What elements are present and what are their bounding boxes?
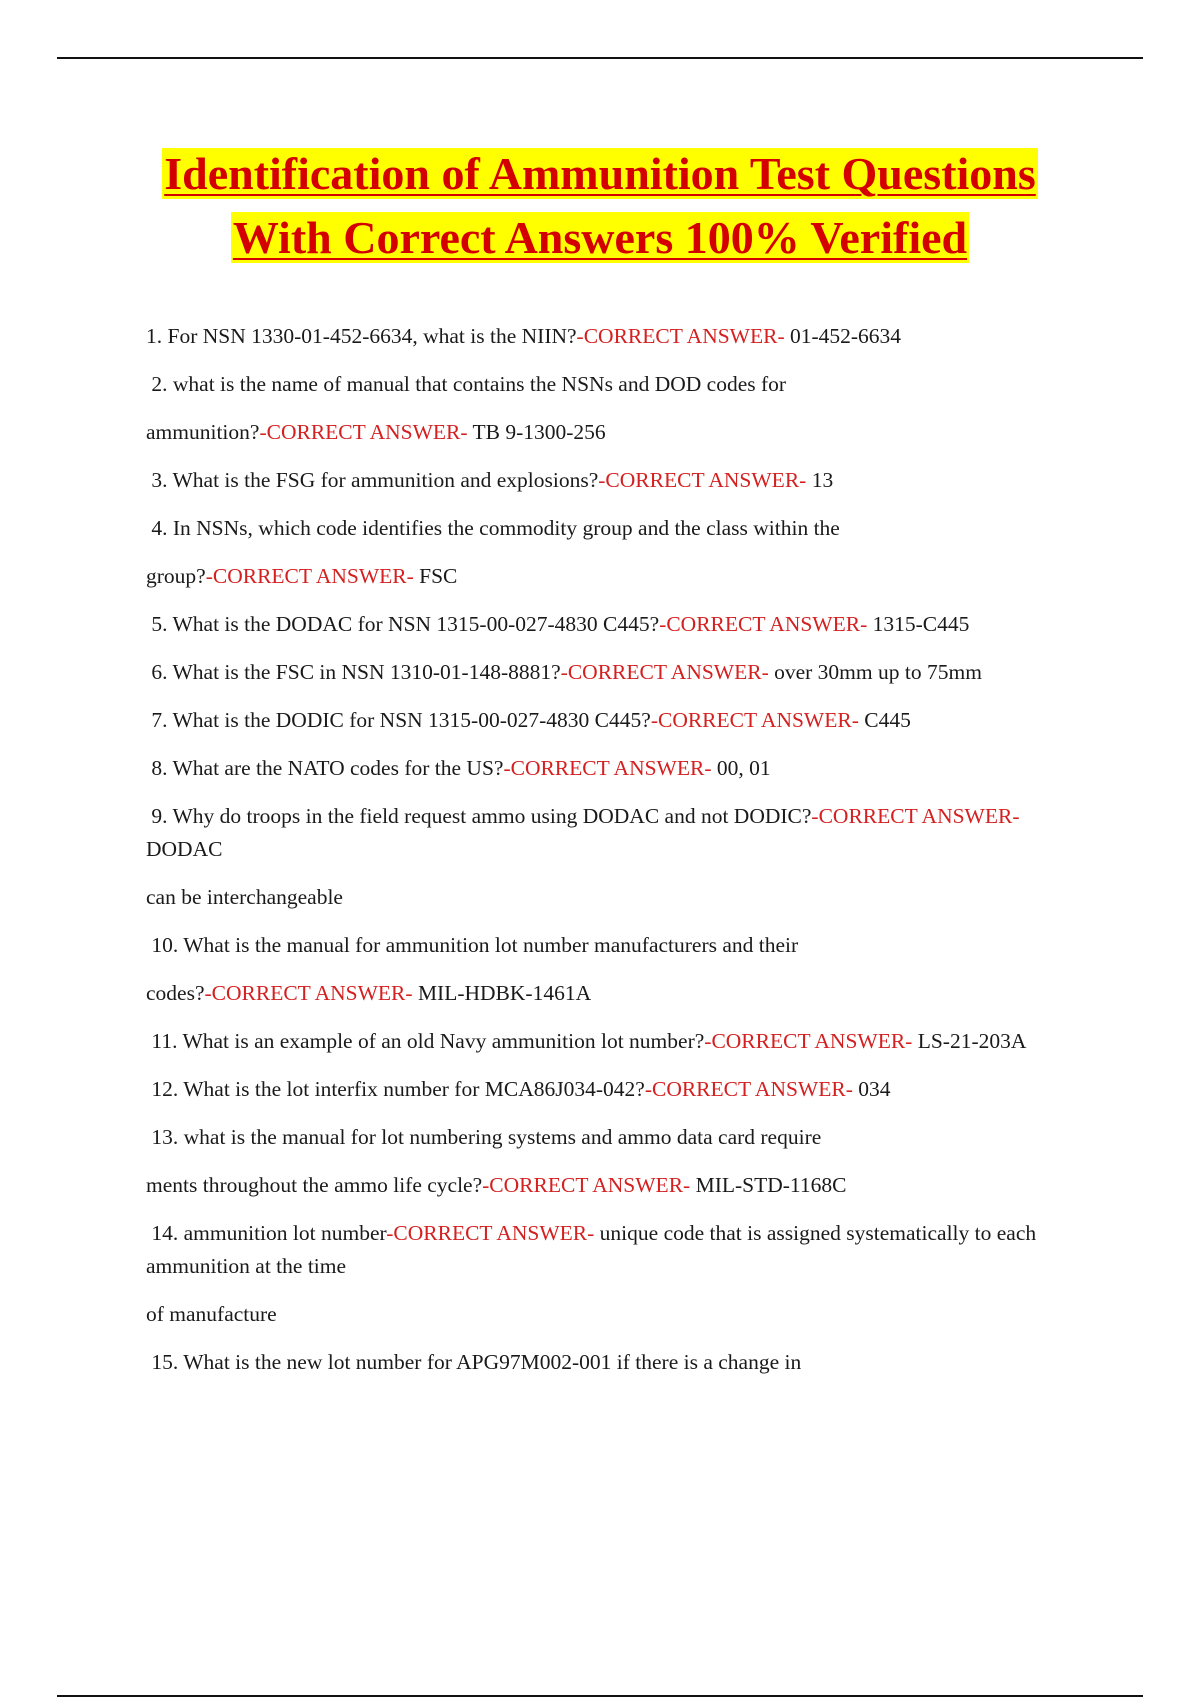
question-line (146, 656, 1086, 689)
question-line (146, 320, 1086, 353)
question-line (146, 368, 1086, 401)
correct-answer-label: -CORRECT ANSWER- (644, 1077, 853, 1101)
question-line (146, 1217, 1086, 1283)
question-line (146, 1121, 1086, 1154)
bottom-rule (57, 1695, 1143, 1697)
question-line (146, 929, 1086, 962)
question-line (146, 1169, 1086, 1202)
answer-text: over 30mm up to 75mm (768, 660, 982, 684)
question-text: 9. Why do troops in the field request ammo using DODAC and not DODIC? (146, 804, 812, 828)
correct-answer-label: -CORRECT ANSWER- (204, 981, 413, 1005)
answer-text: C445 (858, 708, 911, 732)
correct-answer-label: -CORRECT ANSWER- (386, 1221, 595, 1245)
question-text: 11. What is an example of an old Navy ammunition lot number? (146, 1029, 705, 1053)
question-text: 1. For NSN 1330-01-452-6634, what is the NIIN? (146, 324, 577, 348)
question-line (146, 1346, 1086, 1379)
question-text: ammunition? (146, 420, 260, 444)
question-text: 5. What is the DODAC for NSN 1315-00-027-4830 C445? (146, 612, 660, 636)
question-text: 14. ammunition lot number (146, 1221, 387, 1245)
answer-text: unique code that is assigned systematically to each ammunition at the time (146, 1221, 1037, 1278)
correct-answer-label: -CORRECT ANSWER- (503, 756, 712, 780)
question-text: 3. What is the FSG for ammunition and explosions? (146, 468, 599, 492)
answer-text: LS-21-203A (912, 1029, 1027, 1053)
question-line (146, 512, 1086, 545)
question-text: can be interchangeable (146, 885, 343, 909)
correct-answer-label: -CORRECT ANSWER- (560, 660, 769, 684)
correct-answer-label: -CORRECT ANSWER- (704, 1029, 913, 1053)
answer-text: MIL-HDBK-1461A (412, 981, 592, 1005)
question-line (146, 1298, 1086, 1331)
question-line (146, 416, 1086, 449)
question-text: 6. What is the FSC in NSN 1310-01-148-8881? (146, 660, 561, 684)
answer-text: 13 (806, 468, 834, 492)
top-rule (57, 57, 1143, 59)
question-text: 4. In NSNs, which code identifies the commodity group and the class within the (146, 516, 840, 540)
document-title (57, 142, 1143, 270)
answer-text: 034 (852, 1077, 891, 1101)
question-line (146, 977, 1086, 1010)
question-text: 7. What is the DODIC for NSN 1315-00-027-4830 C445? (146, 708, 651, 732)
question-line (146, 1025, 1086, 1058)
correct-answer-label: -CORRECT ANSWER- (811, 804, 1020, 828)
question-text: codes? (146, 981, 205, 1005)
answer-text: 01-452-6634 (784, 324, 902, 348)
correct-answer-label: -CORRECT ANSWER- (650, 708, 859, 732)
question-text: 2. what is the name of manual that contains the NSNs and DOD codes for (146, 372, 787, 396)
answer-text: TB 9-1300-256 (467, 420, 606, 444)
question-line (146, 704, 1086, 737)
question-text: 10. What is the manual for ammunition lot number manufacturers and their (146, 933, 799, 957)
answer-text: MIL-STD-1168C (690, 1173, 847, 1197)
question-text: 8. What are the NATO codes for the US? (146, 756, 504, 780)
title-line-1: Identification of Ammunition Test Questions (164, 148, 1036, 199)
question-text: 15. What is the new lot number for APG97M002-001 if there is a change in (146, 1350, 802, 1374)
question-text: 12. What is the lot interfix number for MCA86J034-042? (146, 1077, 645, 1101)
answer-text: FSC (413, 564, 458, 588)
question-line (146, 1073, 1086, 1106)
question-line (146, 608, 1086, 641)
correct-answer-label: -CORRECT ANSWER- (259, 420, 468, 444)
question-text: group? (146, 564, 206, 588)
correct-answer-label: -CORRECT ANSWER- (598, 468, 807, 492)
question-line (146, 881, 1086, 914)
answer-text: DODAC (146, 837, 223, 861)
answer-text: 00, 01 (711, 756, 771, 780)
question-line (146, 464, 1086, 497)
question-text: 13. what is the manual for lot numbering systems and ammo data card require (146, 1125, 822, 1149)
correct-answer-label: -CORRECT ANSWER- (205, 564, 414, 588)
title-line-2: With Correct Answers 100% Verified (232, 212, 968, 263)
question-line (146, 560, 1086, 593)
correct-answer-label: -CORRECT ANSWER- (659, 612, 868, 636)
question-text: ments throughout the ammo life cycle? (146, 1173, 483, 1197)
question-line (146, 752, 1086, 785)
question-line (146, 800, 1086, 866)
correct-answer-label: -CORRECT ANSWER- (576, 324, 785, 348)
question-list (146, 320, 1086, 1394)
question-text: of manufacture (146, 1302, 277, 1326)
correct-answer-label: -CORRECT ANSWER- (482, 1173, 691, 1197)
answer-text: 1315-C445 (867, 612, 970, 636)
